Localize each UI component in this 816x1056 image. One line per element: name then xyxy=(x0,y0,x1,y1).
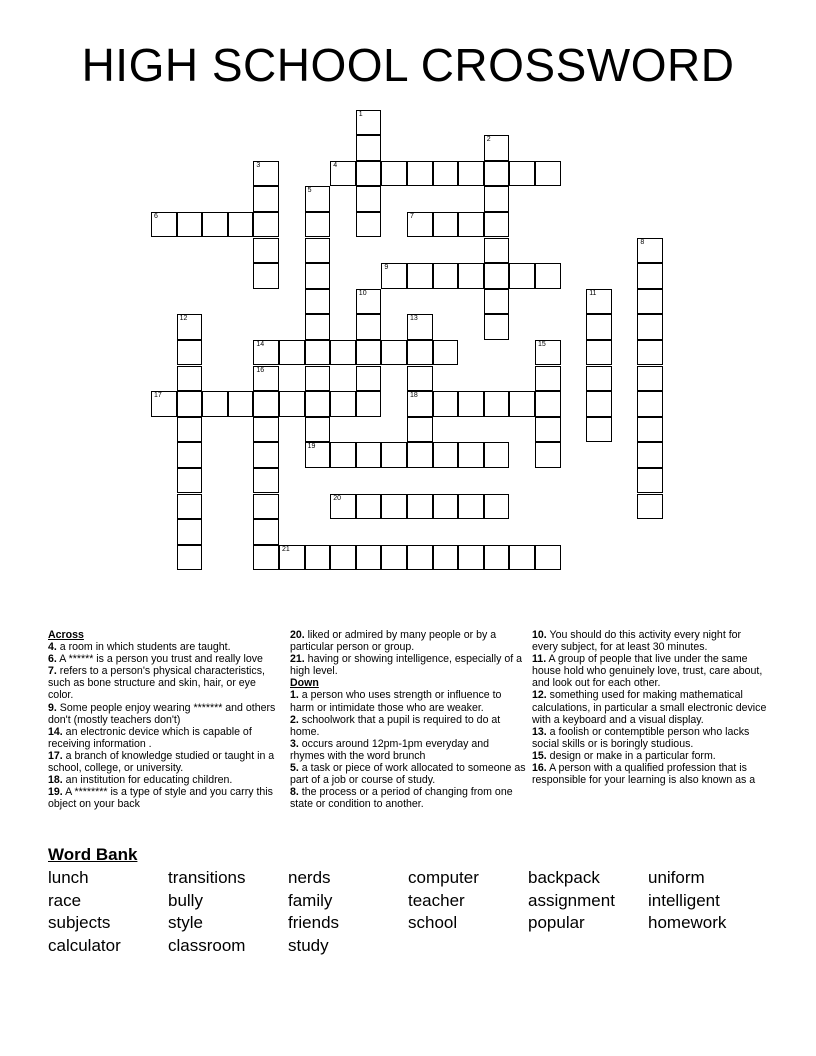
grid-cell[interactable] xyxy=(586,417,612,443)
clue-text: A ****** is a person you trust and really love xyxy=(56,653,263,666)
clue-text: something used for making mathematical calculations, in particular a small electronic device with a keyboard and a visual display. xyxy=(532,689,767,726)
grid-cell[interactable] xyxy=(637,391,663,417)
grid-cell[interactable] xyxy=(253,494,279,520)
grid-cell[interactable] xyxy=(484,135,510,161)
clue-number: 2. xyxy=(290,713,299,726)
word-bank-word: homework xyxy=(648,913,727,932)
clue-text: a branch of knowledge studied or taught in a school, college, or university. xyxy=(48,749,275,775)
grid-cell[interactable] xyxy=(535,340,561,366)
grid-cell[interactable] xyxy=(279,391,305,417)
down-heading: Down xyxy=(290,677,319,690)
grid-cell[interactable] xyxy=(253,545,279,571)
word-bank-word: uniform xyxy=(648,868,705,887)
clue-text: A ******** is a type of style and you carry this object on your back xyxy=(48,786,273,811)
grid-cell[interactable] xyxy=(407,545,433,571)
clue-number: 21. xyxy=(290,653,305,666)
clue-text: A person with a qualified profession that is responsible for your learning is also known as a xyxy=(532,762,756,787)
clue-down xyxy=(532,629,768,653)
word-bank-word: school xyxy=(408,913,458,932)
cell-number: 12 xyxy=(179,315,188,323)
grid-cell[interactable] xyxy=(356,135,382,161)
clue-across xyxy=(48,702,284,726)
grid-cell[interactable] xyxy=(356,289,382,315)
grid-cell[interactable] xyxy=(458,212,484,238)
grid-cell[interactable] xyxy=(330,494,356,520)
clue-column-2 xyxy=(290,629,526,810)
clue-text: a room in which students are taught. xyxy=(56,641,231,654)
grid-cell[interactable] xyxy=(330,545,356,571)
grid-cell[interactable] xyxy=(253,468,279,494)
clue-down xyxy=(290,762,526,786)
word-bank-word: family xyxy=(288,891,333,910)
cell-number: 14 xyxy=(256,340,265,348)
word-bank-word: subjects xyxy=(48,913,111,932)
clue-number: 5. xyxy=(290,762,299,775)
grid-cell[interactable] xyxy=(407,391,433,417)
grid-cell[interactable] xyxy=(305,417,331,443)
clue-text: a foolish or contemptible person who lacks social skills or is boringly studious. xyxy=(532,725,750,750)
grid-cell[interactable] xyxy=(202,391,228,417)
grid-cell[interactable] xyxy=(433,391,459,417)
clue-across xyxy=(48,774,284,786)
grid-cell[interactable] xyxy=(458,494,484,520)
grid-cell[interactable] xyxy=(177,391,203,417)
word-bank-word: transitions xyxy=(168,868,246,887)
word-bank-word: assignment xyxy=(528,891,615,910)
clue-text: an electronic device which is capable of receiving information . xyxy=(48,725,252,750)
grid-cell[interactable] xyxy=(433,212,459,238)
grid-cell[interactable] xyxy=(177,314,203,340)
cell-number: 18 xyxy=(410,392,418,400)
cell-number: 21 xyxy=(282,545,290,553)
word-bank-word: backpack xyxy=(528,868,600,887)
clue-down xyxy=(532,762,768,786)
grid-cell[interactable] xyxy=(407,417,433,443)
clue-text: a task or piece of work allocated to someone as part of a job or course of study. xyxy=(290,762,526,787)
clue-number: 12. xyxy=(532,689,547,702)
cell-number: 15 xyxy=(538,340,546,348)
word-bank-word: nerds xyxy=(288,868,331,887)
clue-across xyxy=(48,750,284,774)
grid-cell[interactable] xyxy=(637,238,663,264)
word-bank-word: teacher xyxy=(408,891,465,910)
grid-cell[interactable] xyxy=(458,391,484,417)
grid-cell[interactable] xyxy=(177,417,203,443)
grid-cell[interactable] xyxy=(330,340,356,366)
clue-text: liked or admired by many people or by a particular person or group. xyxy=(290,629,497,654)
grid-cell[interactable] xyxy=(484,314,510,340)
clue-number: 11. xyxy=(532,653,547,666)
clue-down xyxy=(290,786,526,810)
cell-number: 6 xyxy=(154,212,158,220)
clue-down xyxy=(532,653,768,689)
grid-cell[interactable] xyxy=(509,263,535,289)
clue-number: 9. xyxy=(48,701,57,714)
grid-cell[interactable] xyxy=(637,468,663,494)
clue-number: 17. xyxy=(48,749,63,762)
grid-cell[interactable] xyxy=(356,442,382,468)
grid-cell[interactable] xyxy=(484,238,510,264)
grid-cell[interactable] xyxy=(356,391,382,417)
grid-cell[interactable] xyxy=(305,366,331,392)
grid-cell[interactable] xyxy=(509,161,535,187)
clue-across xyxy=(48,726,284,750)
grid-cell[interactable] xyxy=(484,212,510,238)
clue-text: an institution for educating children. xyxy=(62,774,233,787)
grid-cell[interactable] xyxy=(356,314,382,340)
word-bank-word: friends xyxy=(288,913,340,932)
word-bank-word: intelligent xyxy=(648,891,720,910)
grid-cell[interactable] xyxy=(637,417,663,443)
grid-cell[interactable] xyxy=(484,263,510,289)
clue-number: 6. xyxy=(48,653,57,666)
clue-number: 19. xyxy=(48,786,63,799)
grid-cell[interactable] xyxy=(484,161,510,187)
cell-number: 17 xyxy=(154,392,162,400)
grid-cell[interactable] xyxy=(356,186,382,212)
grid-cell[interactable] xyxy=(407,340,433,366)
cell-number: 9 xyxy=(384,264,389,272)
grid-cell[interactable] xyxy=(586,289,612,315)
cell-number: 11 xyxy=(589,289,597,297)
grid-cell[interactable] xyxy=(381,494,407,520)
grid-cell[interactable] xyxy=(279,340,305,366)
grid-cell[interactable] xyxy=(177,366,203,392)
grid-cell[interactable] xyxy=(253,263,279,289)
grid-cell[interactable] xyxy=(433,442,459,468)
clue-number: 18. xyxy=(48,774,63,787)
grid-cell[interactable] xyxy=(509,545,535,571)
grid-cell[interactable] xyxy=(356,545,382,571)
grid-cell[interactable] xyxy=(407,442,433,468)
cell-number: 2 xyxy=(486,136,491,144)
grid-cell[interactable] xyxy=(253,186,279,212)
grid-cell[interactable] xyxy=(433,340,459,366)
clue-number: 20. xyxy=(290,629,305,641)
grid-cell[interactable] xyxy=(535,161,561,187)
clue-number: 16. xyxy=(532,762,547,775)
grid-cell[interactable] xyxy=(433,263,459,289)
grid-cell[interactable] xyxy=(381,161,407,187)
grid-cell[interactable] xyxy=(535,366,561,392)
word-bank-word: classroom xyxy=(168,936,246,955)
grid-cell[interactable] xyxy=(253,212,279,238)
grid-cell[interactable] xyxy=(637,442,663,468)
grid-cell[interactable] xyxy=(484,545,510,571)
grid-cell[interactable] xyxy=(433,494,459,520)
clue-text: You should do this activity every night for every subject, for at least 30 minutes. xyxy=(532,629,742,654)
clue-text: refers to a person's physical characteristics, such as bone structure and skin, hair, or eye color. xyxy=(48,665,265,702)
grid-cell[interactable] xyxy=(228,391,254,417)
grid-cell[interactable] xyxy=(253,238,279,264)
grid-cell[interactable] xyxy=(535,545,561,571)
word-bank-title: Word Bank xyxy=(48,845,138,864)
grid-cell[interactable] xyxy=(381,545,407,571)
word-bank-word: study xyxy=(288,936,329,955)
grid-cell[interactable] xyxy=(330,391,356,417)
grid-cell[interactable] xyxy=(305,545,331,571)
grid-cell[interactable] xyxy=(253,340,279,366)
grid-cell[interactable] xyxy=(484,494,510,520)
grid-cell[interactable] xyxy=(305,289,331,315)
clue-down xyxy=(532,689,768,725)
grid-cell[interactable] xyxy=(407,263,433,289)
grid-cell[interactable] xyxy=(458,161,484,187)
clue-text: occurs around 12pm-1pm everyday and rhymes with the word brunch xyxy=(290,737,490,762)
grid-cell[interactable] xyxy=(637,340,663,366)
grid-cell[interactable] xyxy=(433,161,459,187)
grid-cell[interactable] xyxy=(305,212,331,238)
grid-cell[interactable] xyxy=(356,366,382,392)
grid-cell[interactable] xyxy=(253,366,279,392)
grid-cell[interactable] xyxy=(381,263,407,289)
grid-cell[interactable] xyxy=(458,545,484,571)
word-bank-word: calculator xyxy=(48,936,121,955)
clue-column-1 xyxy=(48,629,284,810)
clue-text: Some people enjoy wearing ******* and others don't (mostly teachers don't) xyxy=(48,701,276,726)
clue-across xyxy=(290,629,526,653)
grid-cell[interactable] xyxy=(330,442,356,468)
clue-number: 10. xyxy=(532,629,547,641)
clue-text: having or showing intelligence, especially of a high level. xyxy=(290,653,523,678)
grid-cell[interactable] xyxy=(407,212,433,238)
grid-cell[interactable] xyxy=(637,314,663,340)
grid-cell[interactable] xyxy=(407,161,433,187)
clue-across xyxy=(48,786,284,810)
grid-cell[interactable] xyxy=(330,161,356,187)
grid-cell[interactable] xyxy=(586,340,612,366)
cell-number: 1 xyxy=(358,110,363,118)
grid-cell[interactable] xyxy=(637,289,663,315)
grid-cell[interactable] xyxy=(177,494,203,520)
grid-cell[interactable] xyxy=(305,186,331,212)
grid-cell[interactable] xyxy=(484,289,510,315)
grid-cell[interactable] xyxy=(586,314,612,340)
grid-cell[interactable] xyxy=(407,494,433,520)
grid-cell[interactable] xyxy=(253,442,279,468)
grid-cell[interactable] xyxy=(279,545,305,571)
grid-cell[interactable] xyxy=(433,545,459,571)
word-bank-word: race xyxy=(48,891,82,910)
cell-number: 10 xyxy=(358,289,367,297)
clue-number: 13. xyxy=(532,725,547,738)
grid-cell[interactable] xyxy=(177,340,203,366)
grid-cell[interactable] xyxy=(253,391,279,417)
clue-across xyxy=(48,665,284,701)
cell-number: 16 xyxy=(256,366,265,374)
clue-number: 15. xyxy=(532,749,547,762)
grid-cell[interactable] xyxy=(305,442,331,468)
cell-number: 3 xyxy=(256,161,261,169)
grid-cell[interactable] xyxy=(305,263,331,289)
clue-text: a person who uses strength or influence to harm or intimidate those who are weaker. xyxy=(290,689,502,714)
grid-cell[interactable] xyxy=(253,519,279,545)
grid-cell[interactable] xyxy=(535,417,561,443)
grid-cell[interactable] xyxy=(305,314,331,340)
grid-cell[interactable] xyxy=(458,442,484,468)
grid-cell[interactable] xyxy=(509,391,535,417)
grid-cell[interactable] xyxy=(177,442,203,468)
grid-cell[interactable] xyxy=(356,110,382,136)
word-bank-word: bully xyxy=(168,891,203,910)
clue-across xyxy=(48,641,284,653)
grid-cell[interactable] xyxy=(177,545,203,571)
grid-cell[interactable] xyxy=(484,186,510,212)
clue-down xyxy=(532,750,768,762)
grid-cell[interactable] xyxy=(381,442,407,468)
word-bank-word: style xyxy=(168,913,203,932)
grid-cell[interactable] xyxy=(356,212,382,238)
grid-cell[interactable] xyxy=(407,366,433,392)
grid-cell[interactable] xyxy=(177,468,203,494)
grid-cell[interactable] xyxy=(305,391,331,417)
clue-number: 14. xyxy=(48,725,63,738)
cell-number: 7 xyxy=(410,212,414,220)
grid-cell[interactable] xyxy=(484,442,510,468)
grid-cell[interactable] xyxy=(151,391,177,417)
clue-down xyxy=(532,726,768,750)
grid-cell[interactable] xyxy=(458,263,484,289)
grid-cell[interactable] xyxy=(356,161,382,187)
grid-cell[interactable] xyxy=(202,212,228,238)
grid-cell[interactable] xyxy=(177,519,203,545)
page-title: HIGH SCHOOL CROSSWORD xyxy=(81,39,735,91)
cell-number: 5 xyxy=(307,187,312,195)
clue-number: 1. xyxy=(290,689,299,702)
clue-number: 3. xyxy=(290,737,299,750)
grid-cell[interactable] xyxy=(637,263,663,289)
cell-number: 20 xyxy=(333,494,341,502)
clue-text: design or make in a particular form. xyxy=(546,749,716,762)
grid-cell[interactable] xyxy=(177,212,203,238)
clue-down xyxy=(290,689,526,713)
cell-number: 13 xyxy=(410,315,418,323)
word-bank-word: lunch xyxy=(48,868,89,887)
clue-text: A group of people that live under the same house hold who genuinely love, trust, care about, and look out for each other. xyxy=(532,653,763,690)
grid-cell[interactable] xyxy=(228,212,254,238)
cell-number: 8 xyxy=(640,238,645,246)
grid-cell[interactable] xyxy=(356,340,382,366)
grid-cell[interactable] xyxy=(151,212,177,238)
clue-number: 8. xyxy=(290,786,299,799)
grid-cell[interactable] xyxy=(381,340,407,366)
clue-across xyxy=(290,653,526,677)
cell-number: 4 xyxy=(333,161,338,169)
grid-cell[interactable] xyxy=(407,314,433,340)
grid-cell[interactable] xyxy=(637,366,663,392)
grid-cell[interactable] xyxy=(484,391,510,417)
clue-across xyxy=(48,653,284,665)
grid-cell[interactable] xyxy=(535,391,561,417)
grid-cell[interactable] xyxy=(535,263,561,289)
clue-down xyxy=(290,714,526,738)
clue-text: schoolwork that a pupil is required to do at home. xyxy=(290,713,501,738)
grid-cell[interactable] xyxy=(305,340,331,366)
grid-cell[interactable] xyxy=(305,238,331,264)
clue-text: the process or a period of changing from one state or condition to another. xyxy=(290,786,513,811)
grid-cell[interactable] xyxy=(253,161,279,187)
word-bank-word: computer xyxy=(408,868,479,887)
cell-number: 19 xyxy=(307,443,316,451)
clue-number: 4. xyxy=(48,641,57,654)
word-bank-word: popular xyxy=(528,913,585,932)
grid-cell[interactable] xyxy=(356,494,382,520)
grid-cell[interactable] xyxy=(586,391,612,417)
across-heading: Across xyxy=(48,629,84,641)
grid-cell[interactable] xyxy=(637,494,663,520)
clue-number: 7. xyxy=(48,665,57,678)
grid-cell[interactable] xyxy=(586,366,612,392)
grid-cell[interactable] xyxy=(535,442,561,468)
grid-cell[interactable] xyxy=(253,417,279,443)
clue-down xyxy=(290,738,526,762)
clue-column-3 xyxy=(532,629,768,786)
